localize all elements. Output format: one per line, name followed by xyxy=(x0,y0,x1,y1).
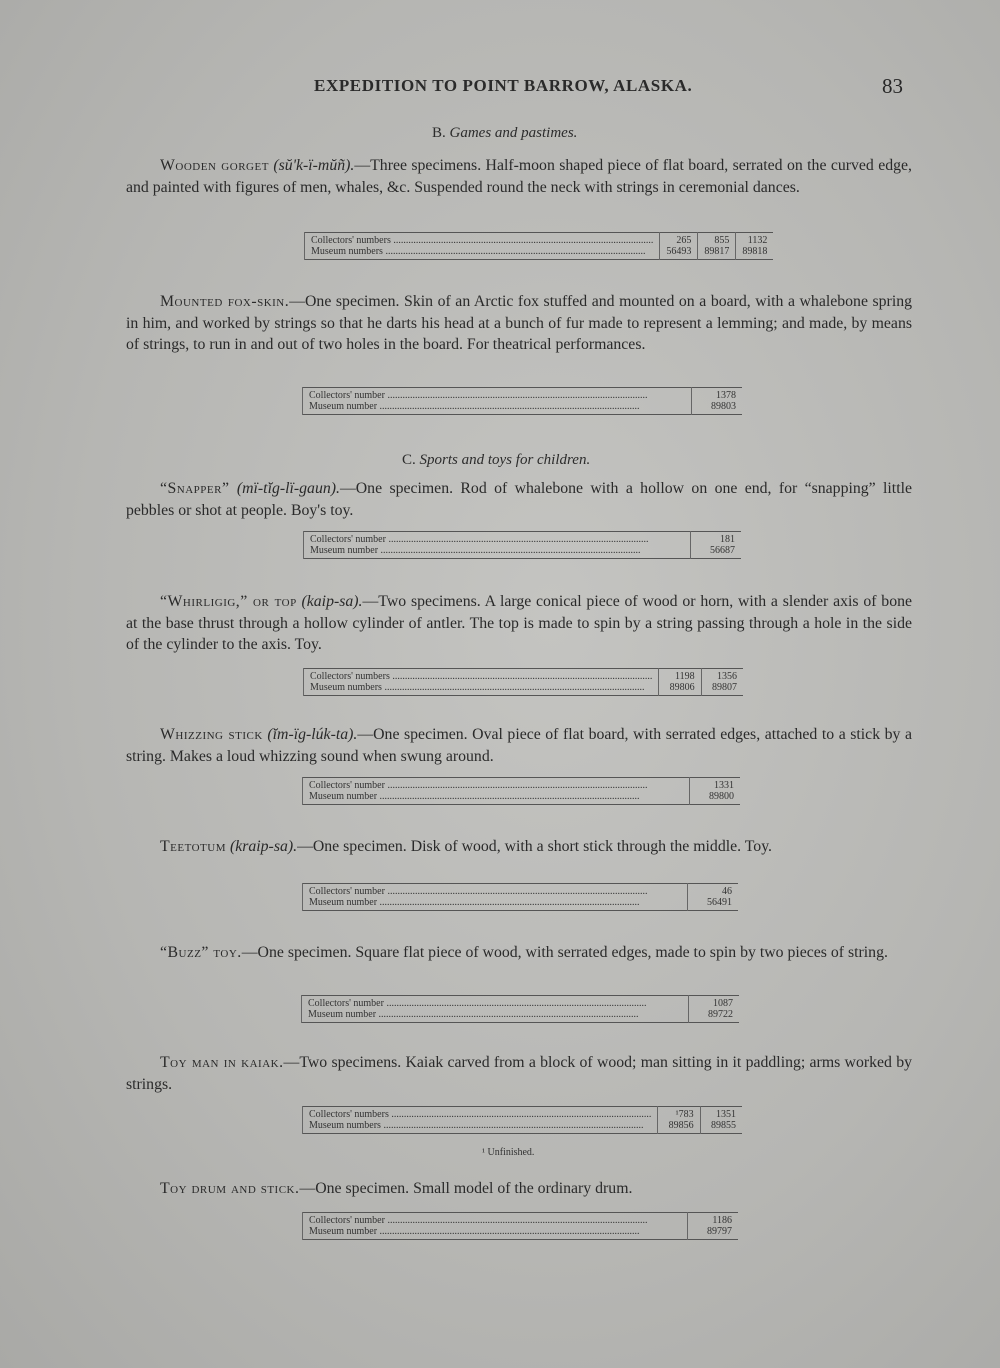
specimen-table xyxy=(301,995,739,1023)
museum-label: Museum numbers ..... xyxy=(309,1120,651,1131)
museum-label: Museum number ..... xyxy=(310,545,684,556)
table-labels xyxy=(303,1213,688,1240)
collectors-label: Collectors' number ..... xyxy=(309,886,681,897)
section-title: Sports and toys for children. xyxy=(419,452,591,468)
museum-label: Museum number ..... xyxy=(309,1226,681,1237)
catalog-entry xyxy=(126,1052,912,1095)
table-labels xyxy=(303,884,688,911)
entry-paragraph xyxy=(126,155,912,198)
collectors-label: Collectors' number ..... xyxy=(309,780,683,791)
catalog-entry xyxy=(126,836,912,858)
collectors-label: Collectors' number ..... xyxy=(309,390,685,401)
specimen-table xyxy=(302,1212,738,1240)
museum-number: 56491 xyxy=(707,897,732,908)
table-labels xyxy=(304,532,691,559)
entry-native-name: (ĭm-ïg-lúk-ta). xyxy=(267,726,358,743)
number-column xyxy=(736,233,774,260)
catalog-entry xyxy=(126,591,912,656)
table-labels xyxy=(303,388,692,415)
entry-description: —Three specimens. Half-moon shaped piece of flat board, serrated on the curved edge, and painted with figures of men, whales, &c. Suspended round the neck with strings in ceremonial dances. xyxy=(126,157,912,196)
entry-paragraph xyxy=(126,1178,912,1200)
catalog-entry xyxy=(126,155,912,198)
entry-paragraph xyxy=(126,478,912,521)
section-title: Games and pastimes. xyxy=(449,125,578,141)
specimen-table xyxy=(303,531,741,559)
collectors-label: Collectors' numbers ..... xyxy=(311,235,653,246)
catalog-entry xyxy=(126,724,912,767)
entry-description: —One specimen. Disk of wood, with a short stick through the middle. Toy. xyxy=(297,838,773,855)
museum-number: 56493 xyxy=(666,246,692,257)
museum-number: 89722 xyxy=(708,1009,733,1020)
table-labels xyxy=(304,669,659,696)
entry-name: “Whirligig,” or top xyxy=(160,593,297,610)
museum-label: Museum number ..... xyxy=(309,897,681,908)
museum-number: 89855 xyxy=(711,1120,736,1131)
entry-native-name: (mï-tĭg-lï-gaun). xyxy=(236,480,340,497)
collectors-number: 1186 xyxy=(712,1215,732,1226)
collectors-label: Collectors' number ..... xyxy=(309,1215,681,1226)
section-letter: C. xyxy=(402,452,416,468)
number-column xyxy=(698,233,736,260)
number-column xyxy=(692,388,743,415)
table-labels xyxy=(302,996,689,1023)
museum-label: Museum numbers ..... xyxy=(311,246,653,257)
entry-paragraph xyxy=(126,291,912,356)
section-heading-b xyxy=(432,125,577,142)
specimen-table xyxy=(303,668,743,696)
collectors-number: ¹783 xyxy=(675,1109,694,1120)
entry-name: Toy man in kaiak. xyxy=(160,1054,284,1071)
collectors-label: Collectors' numbers ..... xyxy=(309,1109,651,1120)
footnote: ¹ Unfinished. xyxy=(482,1147,535,1158)
collectors-number: 46 xyxy=(722,886,732,897)
number-column xyxy=(691,532,742,559)
museum-number: 89817 xyxy=(704,246,730,257)
collectors-number: 181 xyxy=(720,534,735,545)
catalog-entry xyxy=(126,1178,912,1200)
entry-name: Teetotum xyxy=(160,838,226,855)
entry-description: —One specimen. Small model of the ordinary drum. xyxy=(299,1180,633,1197)
specimen-table xyxy=(304,232,773,260)
collectors-number: 1198 xyxy=(675,671,695,682)
entry-paragraph xyxy=(126,1052,912,1095)
entry-paragraph xyxy=(126,836,912,858)
museum-label: Museum number ..... xyxy=(308,1009,682,1020)
collectors-number: 265 xyxy=(676,235,692,246)
museum-label: Museum number ..... xyxy=(309,791,683,802)
museum-number: 56687 xyxy=(710,545,735,556)
number-column xyxy=(700,1107,742,1134)
collectors-number: 1132 xyxy=(747,235,768,246)
museum-label: Museum numbers ..... xyxy=(310,682,652,693)
entry-name: Mounted fox-skin. xyxy=(160,293,290,310)
page-header xyxy=(0,76,1000,102)
entry-native-name: (kaip-sa). xyxy=(301,593,363,610)
running-title: EXPEDITION TO POINT BARROW, ALASKA. xyxy=(314,76,693,95)
museum-number: 89806 xyxy=(669,682,695,693)
entry-name: Toy drum and stick. xyxy=(160,1180,300,1197)
collectors-number: 855 xyxy=(714,235,730,246)
section-heading-c xyxy=(402,452,590,469)
collectors-number: 1356 xyxy=(717,671,737,682)
museum-number: 89800 xyxy=(709,791,734,802)
catalog-entry xyxy=(126,478,912,521)
number-column xyxy=(701,669,743,696)
museum-number: 89803 xyxy=(711,401,736,412)
museum-number: 89818 xyxy=(742,246,768,257)
entry-paragraph xyxy=(126,591,912,656)
entry-native-name: (sŭ'k-ï-mŭñ). xyxy=(273,157,355,174)
table-labels xyxy=(303,1107,658,1134)
specimen-table xyxy=(302,777,740,805)
museum-number: 89807 xyxy=(712,682,737,693)
collectors-number: 1351 xyxy=(716,1109,736,1120)
entry-description: —One specimen. Skin of an Arctic fox stuffed and mounted on a board, with a whalebone spring in him, and worked by strings so that he darts his head at a bunch of fur made to represent a lemming; and made, by means of strings, to run in and out of two holes in the board. For theatrical performances. xyxy=(126,293,913,354)
collectors-number: 1331 xyxy=(714,780,734,791)
specimen-table xyxy=(302,883,738,911)
entry-name: Whizzing stick xyxy=(160,726,263,743)
number-column xyxy=(659,669,701,696)
collectors-label: Collectors' number ..... xyxy=(310,534,684,545)
collectors-label: Collectors' number ..... xyxy=(308,998,682,1009)
entry-paragraph xyxy=(126,724,912,767)
section-letter: B. xyxy=(432,125,446,141)
table-labels xyxy=(303,778,690,805)
entry-description: —Two specimens. A large conical piece of wood or horn, with a slender axis of bone at the base thrust through a hollow cylinder of antler. The top is made to spin by a string passing through a hole in the side of the cylinder to the axis. Toy. xyxy=(126,593,912,654)
number-column xyxy=(660,233,698,260)
entry-paragraph xyxy=(126,942,912,964)
museum-number: 89797 xyxy=(707,1226,732,1237)
number-column xyxy=(658,1107,700,1134)
entry-name: “Buzz” toy. xyxy=(160,944,242,961)
specimen-table xyxy=(302,387,742,415)
catalog-entry xyxy=(126,291,912,356)
collectors-label: Collectors' numbers ..... xyxy=(310,671,652,682)
entry-description: —One specimen. Square flat piece of wood, with serrated edges, made to spin by two pieces of string. xyxy=(241,944,888,961)
specimen-table xyxy=(302,1106,742,1134)
entry-description: —Two specimens. Kaiak carved from a block of wood; man sitting in it paddling; arms worked by strings. xyxy=(126,1054,912,1093)
number-column xyxy=(690,778,741,805)
collectors-number: 1087 xyxy=(713,998,733,1009)
museum-label: Museum number ..... xyxy=(309,401,685,412)
number-column xyxy=(689,996,740,1023)
catalog-entry xyxy=(126,942,912,964)
entry-description: —One specimen. Rod of whalebone with a hollow on one end, for “snapping” little pebbles or shot at people. Boy's toy. xyxy=(126,480,912,519)
page-number: 83 xyxy=(882,74,903,98)
table-labels xyxy=(305,233,660,260)
collectors-number: 1378 xyxy=(716,390,736,401)
entry-native-name: (kraip-sa). xyxy=(229,838,298,855)
number-column xyxy=(688,884,739,911)
entry-description: —One specimen. Oval piece of flat board, with serrated edges, attached to a stick by a string. Makes a loud whizzing sound when swung around. xyxy=(126,726,912,765)
entry-name: “Snapper” xyxy=(160,480,230,497)
museum-number: 89856 xyxy=(668,1120,694,1131)
number-column xyxy=(688,1213,739,1240)
entry-name: Wooden gorget xyxy=(160,157,269,174)
